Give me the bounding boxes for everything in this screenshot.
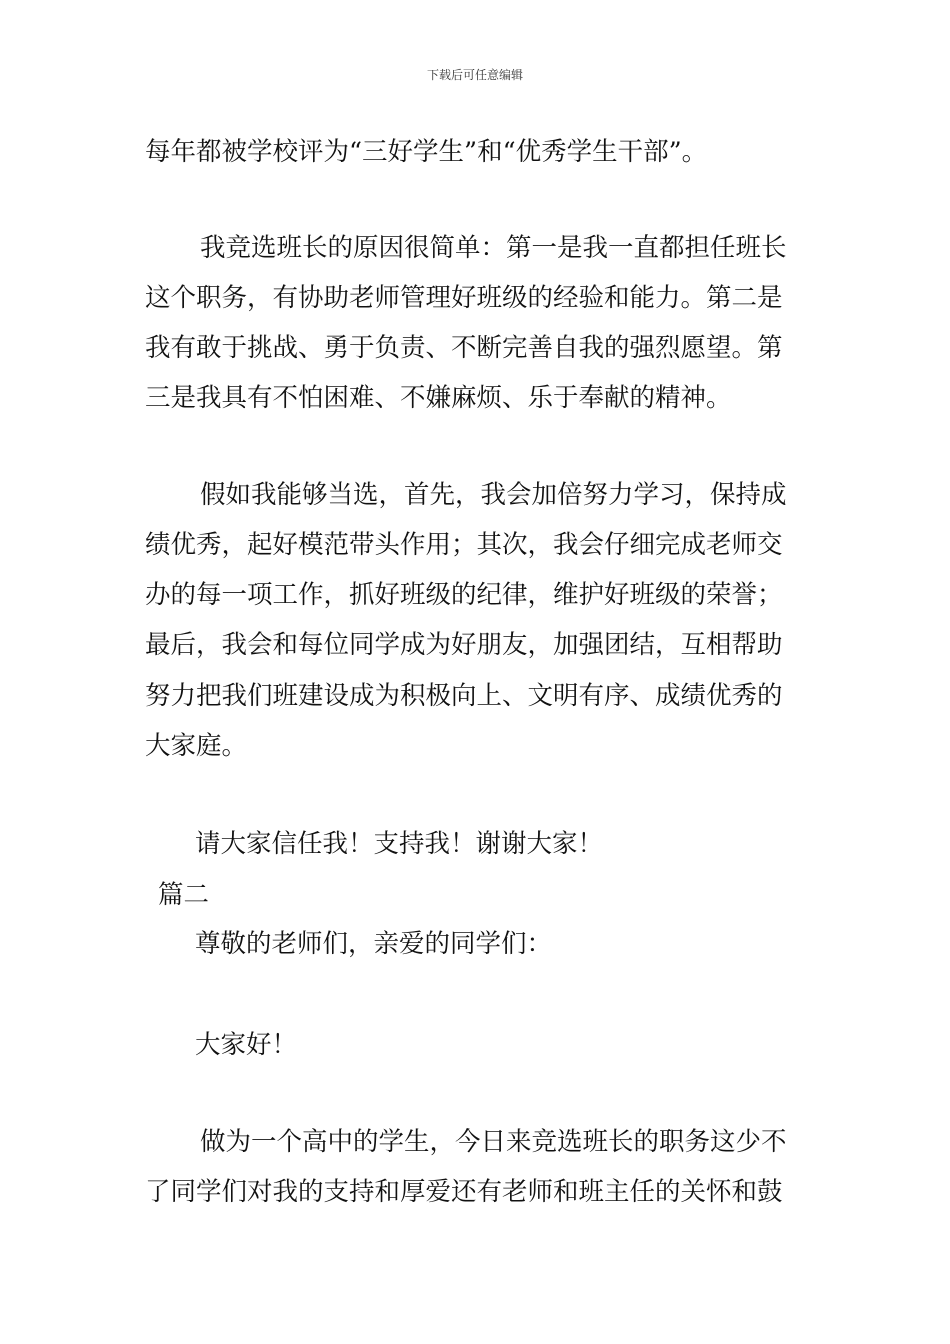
salutation: 尊敬的老师们，亲爱的同学们： [195, 929, 553, 959]
text-line: 办的每一项工作，抓好班级的纪律，维护好班级的荣誉； [145, 580, 783, 610]
text-line: 每年都被学校评为“三好学生”和“优秀学生干部”。 [145, 137, 708, 167]
text-line: 了同学们对我的支持和厚爱还有老师和班主任的关怀和鼓 [145, 1177, 783, 1207]
paragraph-line: 请大家信任我！支持我！谢谢大家！ [195, 829, 604, 859]
text-line: 三是我具有不怕困难、不嫌麻烦、乐于奉献的精神。 [145, 383, 732, 413]
text-line: 大家庭。 [145, 731, 248, 761]
paragraph-line: 做为一个高中的学生，今日来竞选班长的职务这少不 [200, 1127, 787, 1157]
text-line: 最后，我会和每位同学成为好朋友，加强团结，互相帮助 [145, 630, 783, 660]
text-line: 我有敢于挑战、勇于负责、不断完善自我的强烈愿望。第 [145, 333, 783, 363]
page-header: 下载后可任意编辑 [426, 68, 523, 82]
text-line: 这个职务，有协助老师管理好班级的经验和能力。第二是 [145, 283, 783, 313]
text-line: 努力把我们班建设成为积极向上、文明有序、成绩优秀的 [145, 681, 783, 711]
greeting: 大家好！ [195, 1030, 298, 1060]
paragraph-line: 我竞选班长的原因很简单：第一是我一直都担任班长 [200, 233, 787, 263]
text-line: 绩优秀，起好模范带头作用；其次，我会仔细完成老师交 [145, 530, 783, 560]
paragraph-line: 假如我能够当选，首先，我会加倍努力学习，保持成 [200, 480, 787, 510]
section-title: 篇二 [158, 880, 210, 910]
